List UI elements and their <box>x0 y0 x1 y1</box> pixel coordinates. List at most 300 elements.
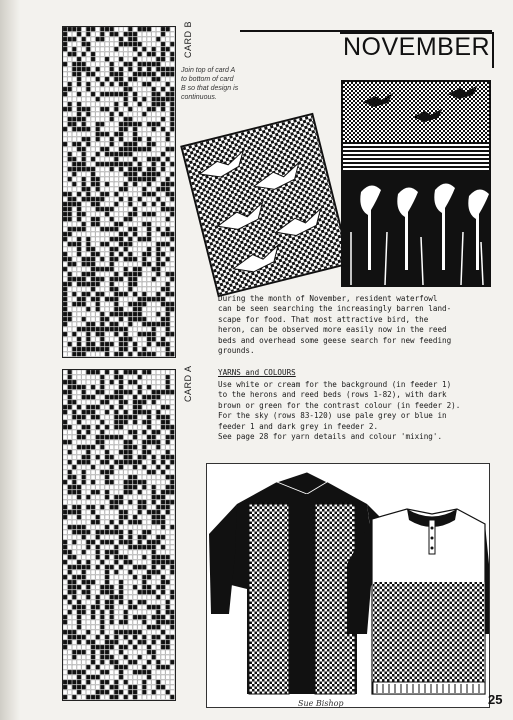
punch-card-cell <box>161 327 165 331</box>
punch-card-cell <box>105 147 109 151</box>
punch-card-cell <box>128 222 132 226</box>
punch-card-cell <box>124 207 128 211</box>
punch-card-cell <box>152 380 156 384</box>
punch-card-cell <box>77 500 81 504</box>
punch-card-cell <box>156 390 160 394</box>
punch-card-cell <box>63 52 67 56</box>
punch-card-cell <box>156 635 160 639</box>
punch-card-cell <box>72 625 76 629</box>
punch-card-cell <box>128 485 132 489</box>
punch-card-cell <box>91 505 95 509</box>
punch-card-cell <box>161 645 165 649</box>
punch-card-cell <box>133 510 137 514</box>
punch-card-cell <box>133 207 137 211</box>
punch-card-cell <box>170 535 174 539</box>
punch-card-cell <box>110 390 114 394</box>
punch-card-cell <box>82 600 86 604</box>
punch-card-cell <box>100 670 104 674</box>
punch-card-cell <box>128 132 132 136</box>
punch-card-cell <box>114 605 118 609</box>
punch-card-cell <box>86 570 90 574</box>
punch-card-cell <box>138 67 142 71</box>
punch-card-cell <box>72 590 76 594</box>
punch-card-cell <box>91 390 95 394</box>
punch-card-cell <box>128 490 132 494</box>
punch-card-cell <box>119 147 123 151</box>
punch-card-cell <box>124 540 128 544</box>
punch-card-cell <box>124 525 128 529</box>
punch-card-cell <box>77 107 81 111</box>
punch-card-cell <box>119 117 123 121</box>
punch-card-cell <box>156 380 160 384</box>
punch-card-cell <box>128 435 132 439</box>
punch-card-cell <box>91 435 95 439</box>
punch-card-cell <box>77 415 81 419</box>
punch-card-cell <box>156 565 160 569</box>
punch-card-cell <box>96 435 100 439</box>
punch-card-cell <box>152 495 156 499</box>
punch-card-cell <box>96 57 100 61</box>
punch-card-cell <box>119 337 123 341</box>
punch-card-cell <box>63 485 67 489</box>
punch-card-cell <box>166 385 170 389</box>
punch-card-cell <box>138 455 142 459</box>
punch-card-cell <box>68 37 72 41</box>
punch-card-cell <box>105 530 109 534</box>
punch-card-cell <box>96 480 100 484</box>
punch-card-cell <box>82 675 86 679</box>
punch-card-cell <box>72 62 76 66</box>
punch-card-cell <box>77 142 81 146</box>
punch-card-cell <box>170 530 174 534</box>
punch-card-cell <box>91 395 95 399</box>
punch-card-cell <box>110 670 114 674</box>
punch-card-cell <box>142 82 146 86</box>
punch-card-cell <box>142 72 146 76</box>
punch-card-cell <box>86 515 90 519</box>
punch-card-cell <box>96 42 100 46</box>
punch-card-cell <box>91 352 95 356</box>
punch-card-cell <box>91 460 95 464</box>
punch-card-cell <box>96 202 100 206</box>
punch-card-cell <box>170 37 174 41</box>
punch-card-cell <box>68 665 72 669</box>
punch-card-cell <box>68 147 72 151</box>
punch-card-cell <box>161 282 165 286</box>
punch-card-cell <box>161 42 165 46</box>
punch-card-cell <box>68 307 72 311</box>
punch-card-cell <box>82 132 86 136</box>
punch-card-cell <box>156 590 160 594</box>
punch-card-cell <box>77 640 81 644</box>
punch-card-cell <box>161 625 165 629</box>
punch-card-cell <box>77 380 81 384</box>
punch-card-cell <box>105 167 109 171</box>
punch-card-cell <box>166 580 170 584</box>
punch-card-cell <box>119 257 123 261</box>
punch-card-cell <box>138 635 142 639</box>
punch-card-cell <box>152 395 156 399</box>
punch-card-cell <box>82 297 86 301</box>
punch-card-cell <box>156 142 160 146</box>
punch-card-cell <box>152 332 156 336</box>
punch-card-cell <box>63 202 67 206</box>
punch-card-cell <box>166 575 170 579</box>
punch-card-cell <box>152 112 156 116</box>
punch-card-cell <box>63 102 67 106</box>
punch-card-cell <box>68 620 72 624</box>
punch-card-cell <box>156 445 160 449</box>
punch-card-cell <box>138 342 142 346</box>
punch-card-cell <box>105 430 109 434</box>
punch-card-cell <box>100 37 104 41</box>
punch-card-cell <box>166 590 170 594</box>
punch-card-cell <box>147 620 151 624</box>
punch-card-cell <box>152 670 156 674</box>
punch-card-cell <box>156 307 160 311</box>
punch-card-cell <box>156 227 160 231</box>
punch-card-cell <box>170 485 174 489</box>
punch-card-cell <box>142 585 146 589</box>
punch-card-cell <box>128 37 132 41</box>
punch-card-cell <box>82 117 86 121</box>
punch-card-cell <box>124 695 128 699</box>
punch-card-cell <box>72 645 76 649</box>
punch-card-cell <box>77 540 81 544</box>
punch-card-cell <box>72 87 76 91</box>
punch-card-cell <box>96 242 100 246</box>
punch-card-cell <box>96 152 100 156</box>
punch-card-cell <box>170 415 174 419</box>
punch-card-cell <box>86 380 90 384</box>
punch-card-cell <box>147 510 151 514</box>
punch-card-cell <box>128 560 132 564</box>
punch-card-cell <box>91 132 95 136</box>
punch-card-cell <box>170 182 174 186</box>
punch-card-cell <box>152 610 156 614</box>
punch-card-cell <box>100 455 104 459</box>
punch-card-cell <box>82 212 86 216</box>
punch-card-cell <box>105 42 109 46</box>
punch-card-cell <box>72 405 76 409</box>
punch-card-cell <box>91 645 95 649</box>
punch-card-cell <box>133 430 137 434</box>
punch-card-cell <box>138 610 142 614</box>
punch-card-cell <box>156 312 160 316</box>
punch-card-cell <box>142 177 146 181</box>
punch-card-cell <box>105 252 109 256</box>
punch-card-cell <box>72 470 76 474</box>
punch-card-cell <box>138 207 142 211</box>
punch-card-cell <box>77 27 81 31</box>
punch-card-cell <box>72 247 76 251</box>
punch-card-cell <box>96 292 100 296</box>
punch-card-cell <box>100 425 104 429</box>
punch-card-cell <box>82 415 86 419</box>
punch-card-cell <box>147 192 151 196</box>
punch-card-cell <box>86 425 90 429</box>
punch-card-cell <box>68 565 72 569</box>
punch-card-cell <box>156 347 160 351</box>
punch-card-cell <box>68 227 72 231</box>
punch-card-cell <box>110 595 114 599</box>
punch-card-cell <box>96 157 100 161</box>
punch-card-cell <box>142 92 146 96</box>
punch-card-cell <box>82 147 86 151</box>
punch-card-cell <box>128 287 132 291</box>
punch-card-cell <box>77 207 81 211</box>
punch-card-cell <box>147 307 151 311</box>
punch-card-cell <box>166 405 170 409</box>
punch-card-cell <box>86 590 90 594</box>
punch-card-cell <box>166 565 170 569</box>
punch-card-cell <box>110 137 114 141</box>
punch-card-cell <box>100 525 104 529</box>
punch-card-cell <box>91 117 95 121</box>
punch-card-cell <box>105 337 109 341</box>
punch-card-cell <box>119 625 123 629</box>
punch-card-cell <box>138 92 142 96</box>
punch-card-cell <box>96 520 100 524</box>
punch-card-cell <box>82 375 86 379</box>
punch-card-cell <box>166 485 170 489</box>
punch-card-cell <box>82 277 86 281</box>
punch-card-cell <box>133 400 137 404</box>
punch-card-cell <box>124 415 128 419</box>
punch-card-cell <box>119 485 123 489</box>
punch-card-cell <box>91 450 95 454</box>
punch-card-cell <box>68 630 72 634</box>
punch-card-cell <box>86 47 90 51</box>
punch-card-cell <box>156 600 160 604</box>
punch-card-cell <box>110 42 114 46</box>
punch-card-cell <box>72 192 76 196</box>
punch-card-cell <box>166 460 170 464</box>
punch-card-cell <box>119 57 123 61</box>
punch-card-cell <box>105 640 109 644</box>
punch-card-cell <box>119 327 123 331</box>
punch-card-cell <box>142 272 146 276</box>
punch-card-cell <box>119 207 123 211</box>
punch-card-cell <box>77 287 81 291</box>
punch-card-cell <box>156 107 160 111</box>
punch-card-cell <box>110 117 114 121</box>
punch-card-cell <box>82 670 86 674</box>
punch-card-cell <box>170 287 174 291</box>
punch-card-cell <box>142 162 146 166</box>
punch-card-cell <box>105 400 109 404</box>
punch-card-cell <box>77 495 81 499</box>
punch-card-cell <box>147 455 151 459</box>
punch-card-cell <box>138 675 142 679</box>
punch-card-cell <box>119 635 123 639</box>
punch-card-cell <box>119 242 123 246</box>
punch-card-cell <box>110 247 114 251</box>
punch-card-cell <box>68 302 72 306</box>
punch-card-cell <box>82 172 86 176</box>
punch-card-cell <box>128 600 132 604</box>
punch-card-cell <box>147 650 151 654</box>
punch-card-cell <box>86 317 90 321</box>
punch-card-cell <box>86 292 90 296</box>
punch-card-cell <box>91 42 95 46</box>
punch-card-cell <box>142 415 146 419</box>
punch-card-cell <box>152 480 156 484</box>
punch-card-cell <box>82 57 86 61</box>
punch-card-cell <box>128 197 132 201</box>
punch-card-cell <box>77 570 81 574</box>
punch-card-cell <box>119 157 123 161</box>
punch-card-cell <box>86 435 90 439</box>
punch-card-cell <box>72 182 76 186</box>
punch-card-cell <box>119 550 123 554</box>
punch-card-cell <box>86 670 90 674</box>
punch-card-cell <box>152 490 156 494</box>
punch-card-cell <box>147 450 151 454</box>
punch-card-cell <box>152 92 156 96</box>
punch-card-cell <box>110 545 114 549</box>
punch-card-cell <box>77 117 81 121</box>
punch-card-cell <box>96 535 100 539</box>
punch-card-cell <box>77 395 81 399</box>
punch-card-cell <box>119 490 123 494</box>
punch-card-cell <box>170 42 174 46</box>
punch-card-cell <box>110 172 114 176</box>
punch-card-cell <box>86 152 90 156</box>
punch-card-cell <box>114 580 118 584</box>
punch-card-cell <box>82 332 86 336</box>
punch-card-cell <box>82 685 86 689</box>
punch-card-cell <box>147 475 151 479</box>
punch-card-cell <box>128 282 132 286</box>
punch-card-cell <box>82 87 86 91</box>
punch-card-cell <box>161 222 165 226</box>
punch-card-cell <box>133 650 137 654</box>
punch-card-cell <box>82 505 86 509</box>
punch-card-cell <box>91 405 95 409</box>
punch-card-cell <box>142 332 146 336</box>
punch-card-cell <box>138 187 142 191</box>
punch-card-cell <box>138 465 142 469</box>
punch-card-cell <box>68 182 72 186</box>
punch-card-cell <box>138 322 142 326</box>
punch-card-cell <box>156 625 160 629</box>
punch-card-cell <box>82 550 86 554</box>
punch-card-cell <box>63 57 67 61</box>
punch-card-cell <box>147 252 151 256</box>
punch-card-cell <box>166 52 170 56</box>
punch-card-cell <box>170 117 174 121</box>
punch-card-cell <box>119 410 123 414</box>
punch-card-cell <box>119 152 123 156</box>
punch-card-cell <box>133 172 137 176</box>
punch-card-cell <box>72 117 76 121</box>
punch-card-cell <box>152 212 156 216</box>
punch-card-cell <box>77 430 81 434</box>
punch-card-cell <box>100 192 104 196</box>
punch-card-cell <box>138 347 142 351</box>
punch-card-cell <box>114 132 118 136</box>
punch-card-cell <box>133 27 137 31</box>
punch-card-cell <box>156 385 160 389</box>
punch-card-cell <box>100 197 104 201</box>
punch-card-cell <box>110 650 114 654</box>
punch-card-cell <box>124 675 128 679</box>
punch-card-cell <box>142 470 146 474</box>
punch-card-cell <box>77 217 81 221</box>
punch-card-cell <box>166 640 170 644</box>
punch-card-cell <box>138 317 142 321</box>
punch-card-cell <box>91 237 95 241</box>
punch-card-cell <box>105 450 109 454</box>
punch-card-cell <box>63 675 67 679</box>
punch-card-cell <box>72 187 76 191</box>
punch-card-cell <box>63 252 67 256</box>
punch-card-cell <box>133 197 137 201</box>
punch-card-cell <box>72 630 76 634</box>
punch-card-cell <box>133 287 137 291</box>
punch-card-cell <box>128 252 132 256</box>
punch-card-cell <box>82 302 86 306</box>
punch-card-cell <box>133 82 137 86</box>
punch-card-cell <box>156 695 160 699</box>
punch-card-cell <box>147 322 151 326</box>
punch-card-cell <box>142 450 146 454</box>
punch-card-cell <box>128 440 132 444</box>
punch-card-cell <box>124 282 128 286</box>
punch-card-cell <box>147 262 151 266</box>
punch-card-cell <box>147 680 151 684</box>
punch-card-cell <box>82 385 86 389</box>
punch-card-cell <box>105 600 109 604</box>
punch-card-cell <box>86 147 90 151</box>
description-line: grounds. <box>218 346 255 356</box>
punch-card-cell <box>91 167 95 171</box>
punch-card-cell <box>142 97 146 101</box>
punch-card-cell <box>133 660 137 664</box>
punch-card-cell <box>100 550 104 554</box>
punch-card-cell <box>96 455 100 459</box>
punch-card-cell <box>147 570 151 574</box>
punch-card-cell <box>166 475 170 479</box>
punch-card-cell <box>156 555 160 559</box>
punch-card-cell <box>128 565 132 569</box>
punch-card-cell <box>96 187 100 191</box>
punch-card-cell <box>166 375 170 379</box>
punch-card-cell <box>156 570 160 574</box>
punch-card-cell <box>152 327 156 331</box>
punch-card-cell <box>110 242 114 246</box>
punch-card-cell <box>114 445 118 449</box>
punch-card-cell <box>166 670 170 674</box>
punch-card-cell <box>138 97 142 101</box>
punch-card-cell <box>170 47 174 51</box>
punch-card-cell <box>114 515 118 519</box>
punch-card-cell <box>96 510 100 514</box>
punch-card-cell <box>152 337 156 341</box>
punch-card-cell <box>82 32 86 36</box>
punch-card-cell <box>77 445 81 449</box>
punch-card-cell <box>170 675 174 679</box>
punch-card-cell <box>119 287 123 291</box>
punch-card-cell <box>124 307 128 311</box>
punch-card-cell <box>152 460 156 464</box>
punch-card-cell <box>166 347 170 351</box>
punch-card-cell <box>133 227 137 231</box>
punch-card-cell <box>170 57 174 61</box>
punch-card-cell <box>96 600 100 604</box>
punch-card-cell <box>119 445 123 449</box>
